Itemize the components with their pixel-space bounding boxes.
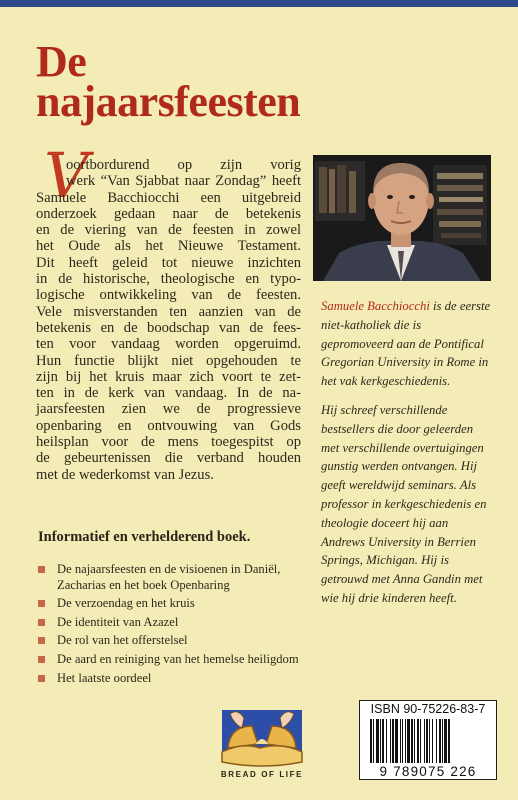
bullet-square-icon [38,675,45,682]
list-item [38,652,308,668]
drop-cap: V [44,139,89,212]
bullet-square-icon [38,600,45,607]
barcode-number: 9 789075 226 [360,764,496,779]
blurb-line: Vele misverstanden ten aanzien van de [36,303,301,320]
blurb-line: de gebeurtenissen die verband houden [36,450,301,467]
blurb-line: jaarsfeesten zien we de progressieve [36,401,301,418]
bullet-square-icon [38,637,45,644]
blurb-line: het Oude als het Nieuwe Testament. [36,238,301,255]
bullet-square-icon [38,566,45,573]
isbn-barcode-box [359,700,497,780]
blurb-line: heilsplan voor de mens toegespitst op [36,434,301,451]
bio-paragraph-1 [321,297,491,391]
blurb-line: en de viering van de feesten in zowel [36,222,301,239]
blurb-line: zijn bij het kruis maar zich voort te zet- [36,368,301,385]
tagline: Informatief en verhelderend boek. [38,529,251,545]
blurb-line: ten voor vandaag worden opgeruimd. [36,336,301,353]
list-item [38,671,308,687]
top-stripe [0,0,518,7]
bread-icon [212,704,312,770]
title-line-2: najaarsfeesten [36,77,301,126]
bio-paragraph-1-text: is de eerste niet-katholiek die is gepromoveerd aan de Pontifical Gregorian University in Rome in het vak kerkgeschiedenis. [321,299,491,389]
list-item [38,615,308,631]
blurb-line: logische ontwikkeling van de feesten. [36,287,301,304]
topic-text: De aard en reiniging van het hemelse heiligdom [57,651,299,666]
author-portrait-image [313,155,491,281]
blurb-line: Samuele Bacchiocchi een uitgebreid [36,189,301,206]
publisher-logo [212,704,312,796]
topic-text: Het laatste oordeel [57,670,152,685]
blurb-line: Dit heeft geleid tot nieuwe inzichten [36,254,301,271]
topic-list [38,562,308,689]
topic-text: De najaarsfeesten en de visioenen in Daniël, Zacharias en het boek Openbaring [57,562,281,592]
blurb-line: oortbordurend op zijn vorig [66,157,301,173]
blurb-line: betekenis en de boodschap van de fees- [36,319,301,336]
list-item [38,633,308,649]
topic-text: De rol van het offerstelsel [57,633,188,648]
author-photo [313,155,491,281]
author-bio [321,297,491,618]
list-item [38,562,308,593]
author-name: Samuele Bacchiocchi [321,299,430,313]
title-line-1: De [36,37,87,86]
blurb-line: ten in de kerk van vandaag. In de na- [36,385,301,402]
topic-text: De verzoendag en het kruis [57,596,195,611]
blurb-line: werk “Van Sjabbat naar Zondag” heeft [66,173,301,190]
topic-text: De identiteit van Azazel [57,614,179,629]
blurb-line: onderzoek gedaan naar de betekenis [36,205,301,222]
blurb-line: openbaring en ontvouwing van Gods [36,417,301,434]
bullet-square-icon [38,656,45,663]
blurb-line: in de historische, theologische en typo- [36,271,301,288]
blurb-line: Hun functie blijkt niet opgehouden te [36,352,301,369]
bullet-square-icon [38,619,45,626]
list-item [38,596,308,612]
blurb-line: met de wederkomst van Jezus. [36,466,214,483]
publisher-name: BREAD OF LIFE [220,770,304,779]
isbn-label: ISBN 90-75226-83-7 [370,702,486,716]
blurb-text [36,157,301,483]
bio-paragraph-2: Hij schreef verschillende bestsellers die door geleerden met verschillende overtuigingen gunstig werden ontvangen. Hij geeft wereldwijd seminars. Als professor in kerkgeschiedenis en theologie doceert hij aan Andrews University in Berrien Springs, Michigan. Hij is getrouwd met Anna Gandin met wie hij drie kinderen heeft. [321,402,487,605]
book-title [36,37,301,126]
